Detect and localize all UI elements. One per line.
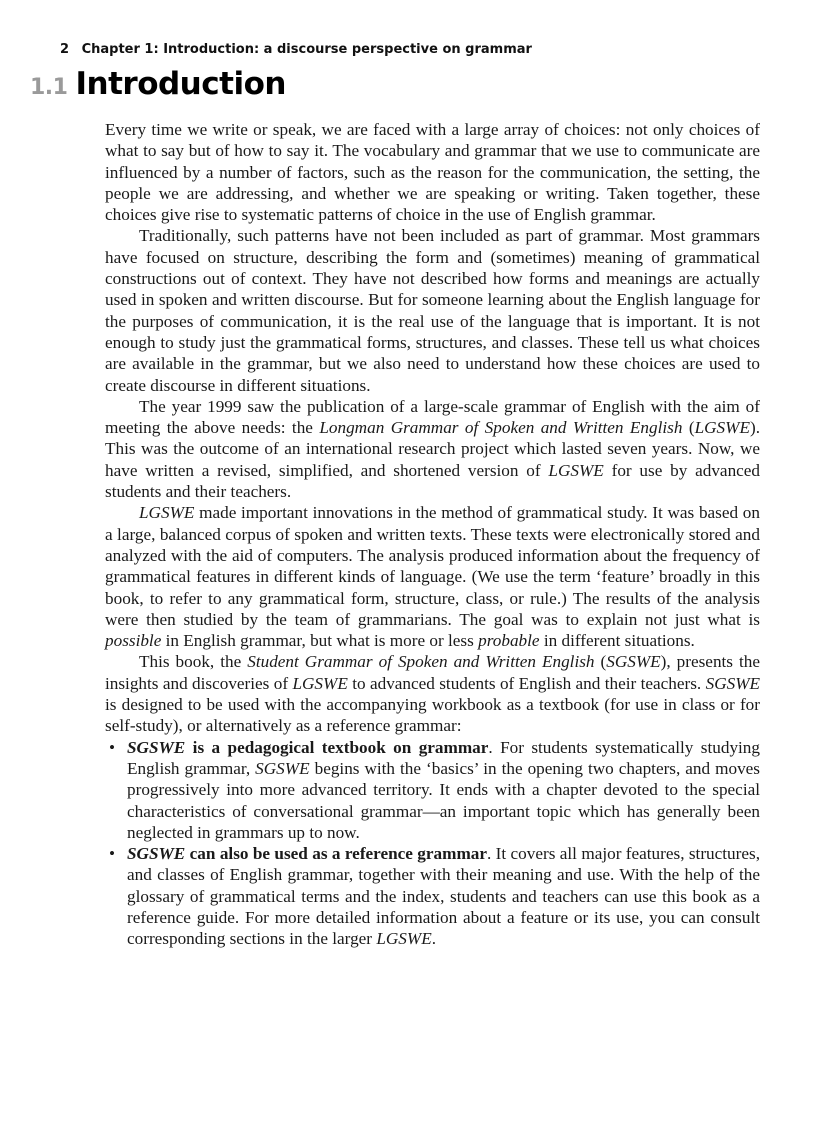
paragraph (105, 651, 760, 736)
text-run: LGSWE (139, 503, 195, 523)
text-run: . (431, 929, 436, 949)
text-run: ), presents the insights and discoveries of (105, 652, 760, 693)
paragraph (105, 502, 760, 651)
text-run: LGSWE (376, 929, 432, 949)
bullet-icon: • (109, 737, 116, 757)
text-run: probable (478, 631, 540, 651)
text-run: is a pedagogical textbook on grammar (185, 737, 489, 757)
text-run: SGSWE (705, 673, 761, 693)
text-run: SGSWE (127, 737, 186, 757)
running-header (60, 42, 532, 57)
bullet-item (105, 737, 760, 843)
text-run: to advanced students of English and their teachers. (347, 673, 706, 693)
text-run: can also be used as a reference grammar (185, 844, 487, 864)
text-run: LGSWE (548, 460, 604, 480)
text-run: ). This was the outcome of an international research project which lasted seven years. Now, we have written a revised, simplified, and shortened version of (105, 418, 760, 480)
text-run: ( (682, 418, 695, 438)
text-run: Every time we write or speak, we are faced with a large array of choices: not only choices of what to say but of how to say it. The vocabulary and grammar that we use to communicate are influenced by a number of factors, such as the reason for the communication, the setting, the people we are addressing, and whether we are speaking or writing. Taken together, these choices give rise to systematic patterns of choice in the use of English grammar. (105, 120, 760, 225)
paragraph (105, 119, 760, 225)
text-run: SGSWE (255, 758, 310, 778)
text-run: Traditionally, such patterns have not been included as part of grammar. Most grammars have focused on structure, describing the form and (sometimes) meaning of grammatical constructions out of context. They have not described how forms and meanings are actually used in spoken and written discourse. But for someone learning about the English language for the purposes of communication, it is the real use of the language that is important. It is not enough to study just the grammatical forms, structures, and classes. These tell us what choices are available in the grammar, but we also need to understand how these choices are used to create discourse in different situations. (105, 226, 760, 395)
text-run: SGSWE (606, 652, 661, 672)
section-number: 1.1 (30, 75, 68, 100)
paragraph (105, 396, 760, 502)
text-run: ( (594, 652, 607, 672)
text-run: in English grammar, but what is more or less (161, 631, 479, 651)
section-heading (30, 66, 286, 102)
bullet-icon: • (109, 844, 116, 864)
text-run: for use by advanced students and their teachers. (105, 460, 761, 502)
text-run: is designed to be used with the accompanying workbook as a textbook (for use in class or for self-study), or alternatively as a reference grammar: (105, 695, 760, 736)
body-text (105, 119, 760, 950)
text-run: . It covers all major features, structures, and classes of English grammar, together with their meaning and use. With the help of the glossary of grammatical terms and the index, students and teachers can use this book as a reference guide. For more detailed information about a feature or its use, you can consult corresponding sections in the larger (127, 844, 760, 949)
text-run: LGSWE (694, 418, 750, 438)
text-run: possible (105, 631, 162, 651)
text-run: . For students systematically studying English grammar, (127, 737, 760, 778)
text-run: in different situations. (539, 631, 695, 651)
page-number: 2 (60, 42, 70, 57)
paragraphs (105, 119, 760, 737)
text-run: SGSWE (127, 844, 186, 864)
text-run: Longman Grammar of Spoken and Written English (319, 418, 683, 438)
text-run: begins with the ‘basics’ in the opening two chapters, and moves progressively into more advanced territory. It ends with a chapter devoted to the special characteristics of conversational grammar—an important topic which has generally been neglected in grammars up to now. (127, 758, 760, 842)
bullet-item (105, 843, 760, 949)
section-title: Introduction (75, 66, 286, 102)
text-run: This book, the (139, 652, 248, 672)
text-run: LGSWE (292, 673, 348, 693)
text-run: made important innovations in the method of grammatical study. It was based on a large, balanced corpus of spoken and written texts. These texts were electronically stored and analyzed with the aid of computers. The analysis produced information about the frequency of grammatical features in different kinds of language. (We use the term ‘feature’ broadly in this book, to refer to any grammatical form, structure, class, or rule.) The results of the analysis were then studied by the team of grammarians. The goal was to explain not just what is (105, 503, 760, 629)
chapter-title: Chapter 1: Introduction: a discourse perspective on grammar (81, 42, 532, 57)
paragraph (105, 225, 760, 395)
bullet-list (105, 737, 760, 950)
text-run: The year 1999 saw the publication of a large-scale grammar of English with the aim of meeting the above needs: the (105, 396, 760, 438)
text-run: Student Grammar of Spoken and Written English (247, 652, 595, 672)
